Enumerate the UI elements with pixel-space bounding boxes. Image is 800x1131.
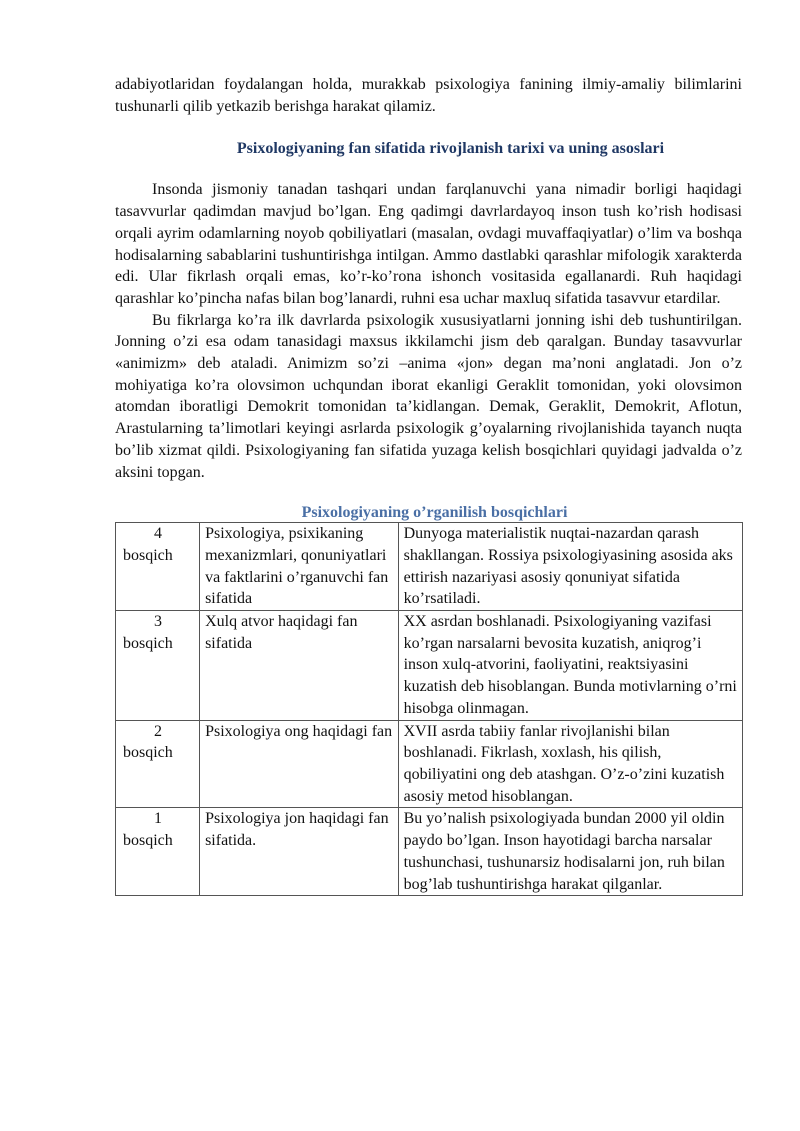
paragraph-1: Insonda jismoniy tanadan tashqari undan farqlanuvchi yana nimadir borligi haqidagi tasavvurlar qadimdan mavjud bo’lgan. Eng qadimgi davrlardayoq inson tush ko’rish hodisasi orqali ayrim odamlarning noyob qobiliyatlari (masalan, ovdagi muvaffaqiyatlar) o’lim va boshqa hodisalarning sabablarini tushuntirishga intilgan. Ammo dastlabki qarashlar mifologik xarakterda edi. Ular fikrlash orqali emas, ko’r-ko’rona ishonch vositasida egallanardi. Ruh haqidagi qarashlar ko’pincha nafas bilan bog’lanardi, ruhni esa uchar maxluq sifatida tasavvur etardilar. [115, 181, 742, 307]
stage-name: Xulq atvor haqidagi fan sifatida [200, 611, 399, 721]
stage-number: 4 [154, 525, 163, 543]
paragraph-2: Bu fikrlarga ko’ra ilk davrlarda psixologik xususiyatlarni jonning ishi deb tushuntirilgan. Jonning o’zi esa odam tanasidagi maxsus ikkilamchi jism deb qaralgan. Bunday tasavvurlar «animizm» deb ataladi. Animizm so’zi –anima «jon» degan ma’noni anglatadi. Jon o’z mohiyatiga ko’ra olovsimon uchqundan iborat ekanligi Geraklit tomonidan, yoki olovsimon atomdan iboratligi Demokrit tomonidan ta’kidlangan. Demak, Geraklit, Demokrit, Aflotun, Arastularning ta’limotlari keyingi asrlarda psixologik g’oyalarning rivojlanishida tayanch nuqta bo’lib xizmat qildi. Psixologiyaning fan sifatida yuzaga kelish bosqichlari quyidagi jadvalda o’z aksini topgan. [115, 311, 742, 481]
stage-number: 2 [154, 722, 163, 740]
stage-name: Psixologiya ong haqidagi fan [200, 720, 399, 808]
table-row [116, 808, 743, 896]
table-row [116, 523, 743, 611]
stage-word: bosqich [123, 546, 173, 564]
stage-number: 1 [154, 810, 163, 828]
stages-table [115, 522, 743, 896]
stage-description: Dunyoga materialistik nuqtai-nazardan qarash shakllangan. Rossiya psixologiyasining asosida aks ettirish nazariyasi asosiy qonuniyat sifatida ko’rsatiladi. [398, 523, 742, 611]
stage-word: bosqich [123, 832, 173, 850]
table-row [116, 611, 743, 721]
stage-number-cell [116, 611, 200, 721]
stage-description: XX asrdan boshlanadi. Psixologiyaning vazifasi ko’rgan narsalarni bevosita kuzatish, aniqrog’i inson xulq-atvorini, faoliyatini, reaktsiyasini kuzatish deb hisoblangan. Bunda motivlarning o’rni hisobga olinmagan. [398, 611, 742, 721]
stage-number-cell [116, 720, 200, 808]
stage-description: XVII asrda tabiiy fanlar rivojlanishi bilan boshlanadi. Fikrlash, xoxlash, his qilish, qobiliyatini ong deb atashgan. O’z-o’zini kuzatish asosiy metod hisoblangan. [398, 720, 742, 808]
document-page [115, 74, 742, 896]
table-row [116, 720, 743, 808]
stage-description: Bu yo’nalish psixologiyada bundan 2000 yil oldin paydo bo’lgan. Inson hayotidagi barcha narsalar tushunchasi, tushunarsiz hodisalarni jon, ruh bilan bog’lab tushuntirishga harakat qilganlar. [398, 808, 742, 896]
intro-paragraph: adabiyotlaridan foydalangan holda, murakkab psixologiya fanining ilmiy-amaliy bilimlarini tushunarli qilib yetkazib berishga harakat qilamiz. [115, 76, 742, 115]
table-title: Psixologiyaning o’rganilish bosqichlari [301, 504, 568, 522]
stage-word: bosqich [123, 634, 173, 652]
stage-name: Psixologiya jon haqidagi fan sifatida. [200, 808, 399, 896]
stage-name: Psixologiya, psixikaning mexanizmlari, qonuniyatlari va faktlarini o’rganuvchi fan sifatida [200, 523, 399, 611]
stage-number-cell [116, 523, 200, 611]
stage-number: 3 [154, 613, 163, 631]
section-heading: Psixologiyaning fan sifatida rivojlanish tarixi va uning asoslari [236, 140, 665, 158]
stage-number-cell [116, 808, 200, 896]
stage-word: bosqich [123, 744, 173, 762]
